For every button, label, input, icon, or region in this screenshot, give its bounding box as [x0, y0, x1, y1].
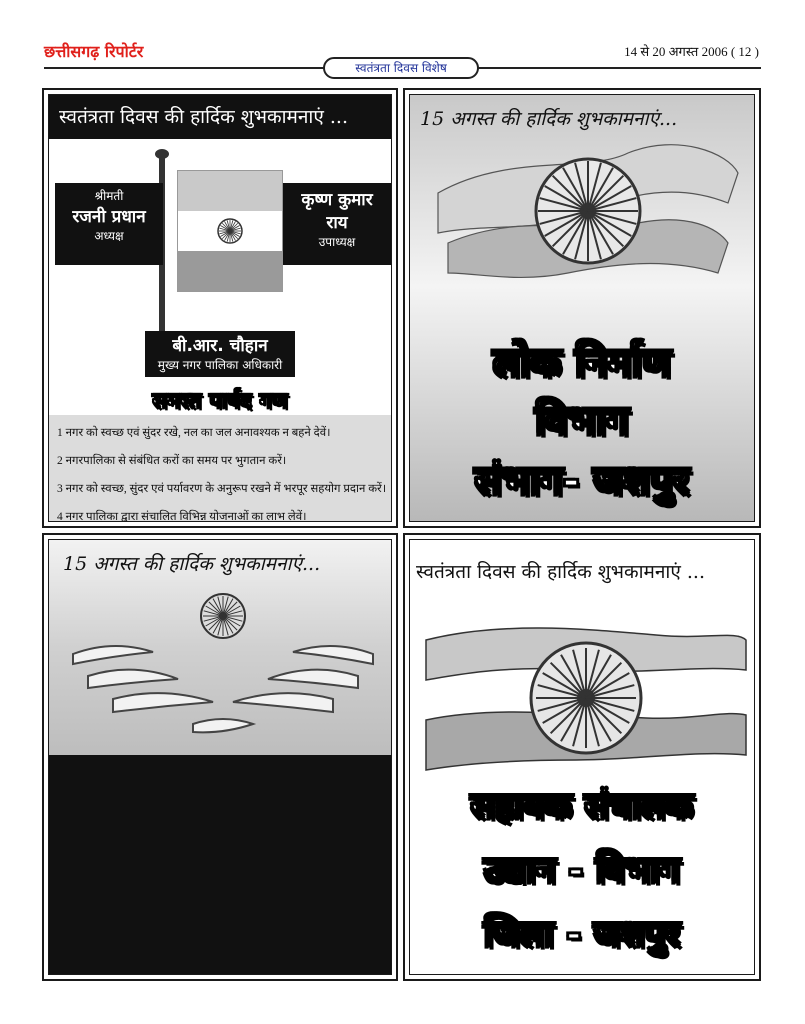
ad4-line3: जिला - जशपुर: [483, 914, 681, 955]
ad2-line3: संभाग- जशपुर: [474, 458, 690, 504]
ad-greeting: [42, 533, 398, 981]
ad3-headline: 15 अगस्त की हार्दिक शुभकामनाएं...: [63, 553, 321, 575]
appeal-item: 1 नगर को स्वच्छ एवं सुंदर रखे, नल का जल अनावश्यक न बहने देवें।: [57, 427, 331, 439]
officer-name: बी.आर. चौहान: [172, 336, 268, 356]
appeals-list: [49, 415, 391, 521]
ashoka-chakra-icon: [216, 217, 244, 245]
appeal-item: 4 नगर पालिका द्वारा संचालित विभिन्न योजनाओं का लाभ लेवें।: [57, 511, 307, 522]
masthead: छत्तीसगढ़ रिपोर्टर: [44, 42, 144, 61]
vice-president-title: उपाध्यक्ष: [318, 235, 356, 249]
officer-namebox: [145, 331, 295, 377]
president-title: अध्यक्ष: [94, 229, 124, 243]
flag-green-band: [178, 251, 282, 291]
ad4-line1: सहायक संचालक: [470, 786, 694, 827]
ad3-top: [49, 540, 391, 755]
ad4-line2: उद्यान - विभाग: [484, 850, 680, 891]
officer-title: मुख्य नगर पालिका अधिकारी: [157, 358, 283, 372]
waving-flag-graphic: [428, 133, 748, 283]
flag-white-band: [178, 211, 282, 251]
vice-president-namebox: [283, 183, 391, 265]
president-namebox: [55, 183, 163, 265]
ad3-black-area: [49, 755, 391, 974]
appeal-item: 2 नगरपालिका से संबंधित करों का समय पर भुगतान करें।: [57, 455, 287, 467]
dateline: 14 से 20 अगस्त 2006 ( 12 ): [624, 44, 759, 59]
ad2-line2: विभाग: [535, 398, 629, 444]
section-tab: स्वतंत्रता दिवस विशेष: [323, 57, 479, 79]
ad-lok-nirman: [403, 88, 761, 528]
vice-president-name-1: कृष्ण कुमार: [301, 190, 373, 210]
president-prefix: श्रीमती: [94, 189, 124, 203]
president-name: रजनी प्रधान: [72, 207, 146, 227]
ad-udyan-vibhag: [403, 533, 761, 981]
ashoka-chakra-icon: [201, 594, 245, 638]
ad1-headline: स्वतंत्रता दिवस की हार्दिक शुभकामनाएं ...: [49, 95, 391, 139]
vice-president-name-2: राय: [326, 213, 348, 233]
appeal-item: 3 नगर को स्वच्छ, सुंदर एवं पर्यावरण के अनुरूप रखने में भरपूर सहयोग प्रदान करें।: [57, 483, 387, 495]
ad2-headline: 15 अगस्त की हार्दिक शुभकामनाएं...: [420, 108, 678, 130]
flag-saffron-band: [178, 171, 282, 211]
waving-flag-graphic: [416, 610, 755, 780]
tricolor-flag: [177, 170, 283, 292]
ad-nagar-palika: [42, 88, 398, 528]
members-heading: समस्त पार्षद गण: [152, 389, 288, 414]
ashoka-chakra-icon: [536, 159, 640, 263]
ashoka-chakra-icon: [531, 643, 641, 753]
ad4-headline: स्वतंत्रता दिवस की हार्दिक शुभकामनाएं ...: [416, 561, 706, 583]
ad2-line1: लोक निर्माण: [493, 340, 671, 386]
chakra-wings-graphic: [53, 584, 392, 754]
